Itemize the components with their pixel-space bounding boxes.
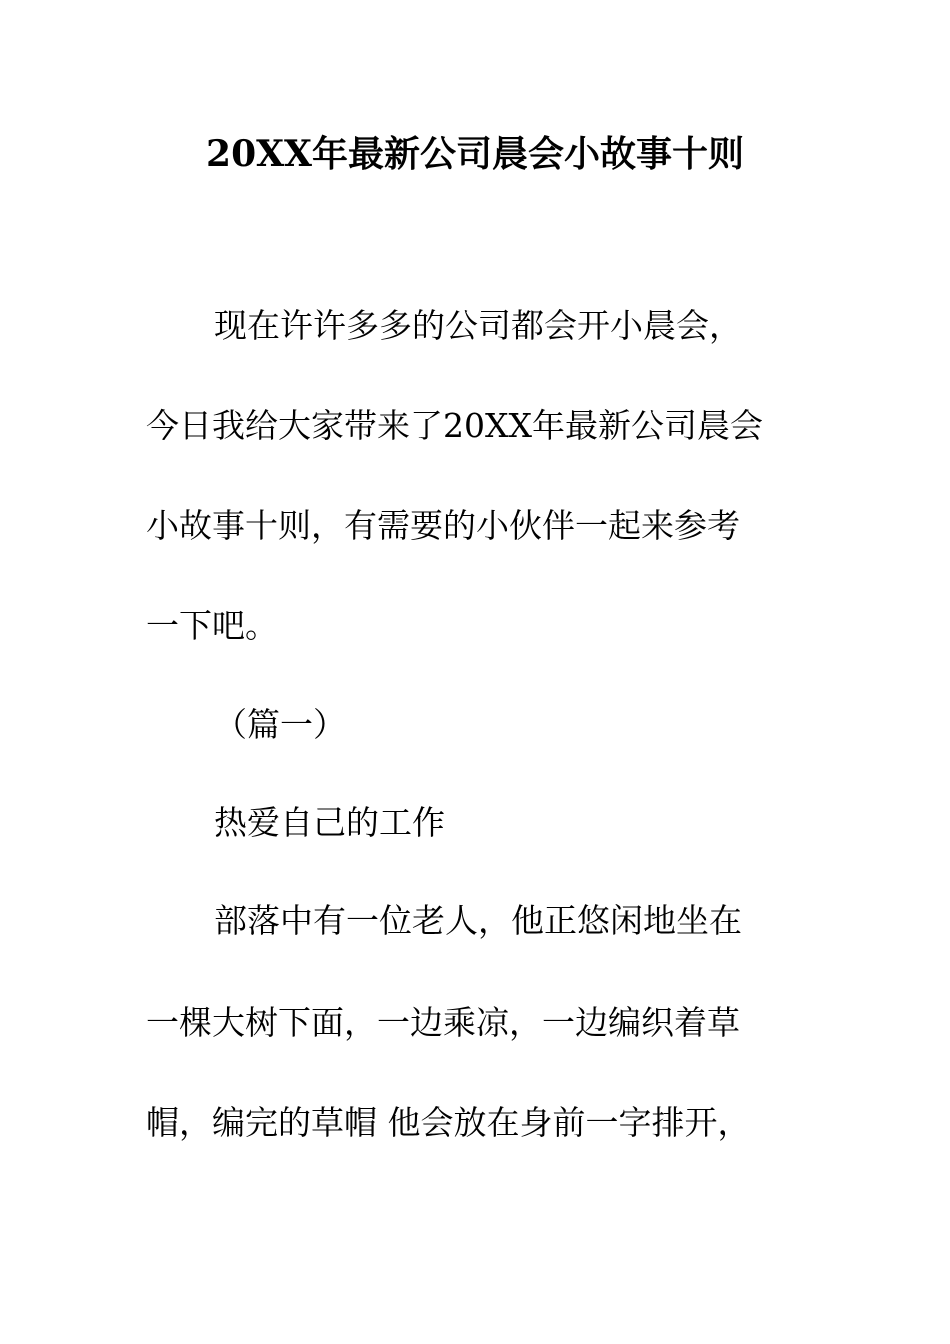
story-title: 热爱自己的工作 (214, 803, 445, 842)
story-line-1: 部落中有一位老人，他正悠闲地坐在 (214, 901, 742, 940)
story-line-3: 帽，编完的草帽 他会放在身前一字排开， (146, 1103, 751, 1142)
document-title: 20XX年最新公司晨会小故事十则 (206, 133, 744, 175)
intro-line-2: 今日我给大家带来了20XX年最新公司晨会 (146, 406, 763, 445)
section-label: （篇一） (214, 705, 346, 744)
intro-line-3: 小故事十则，有需要的小伙伴一起来参考 (146, 506, 740, 545)
intro-line-4: 一下吧。 (146, 606, 278, 645)
story-line-2: 一棵大树下面，一边乘凉，一边编织着草 (146, 1003, 740, 1042)
intro-line-1: 现在许许多多的公司都会开小晨会， (214, 306, 742, 345)
